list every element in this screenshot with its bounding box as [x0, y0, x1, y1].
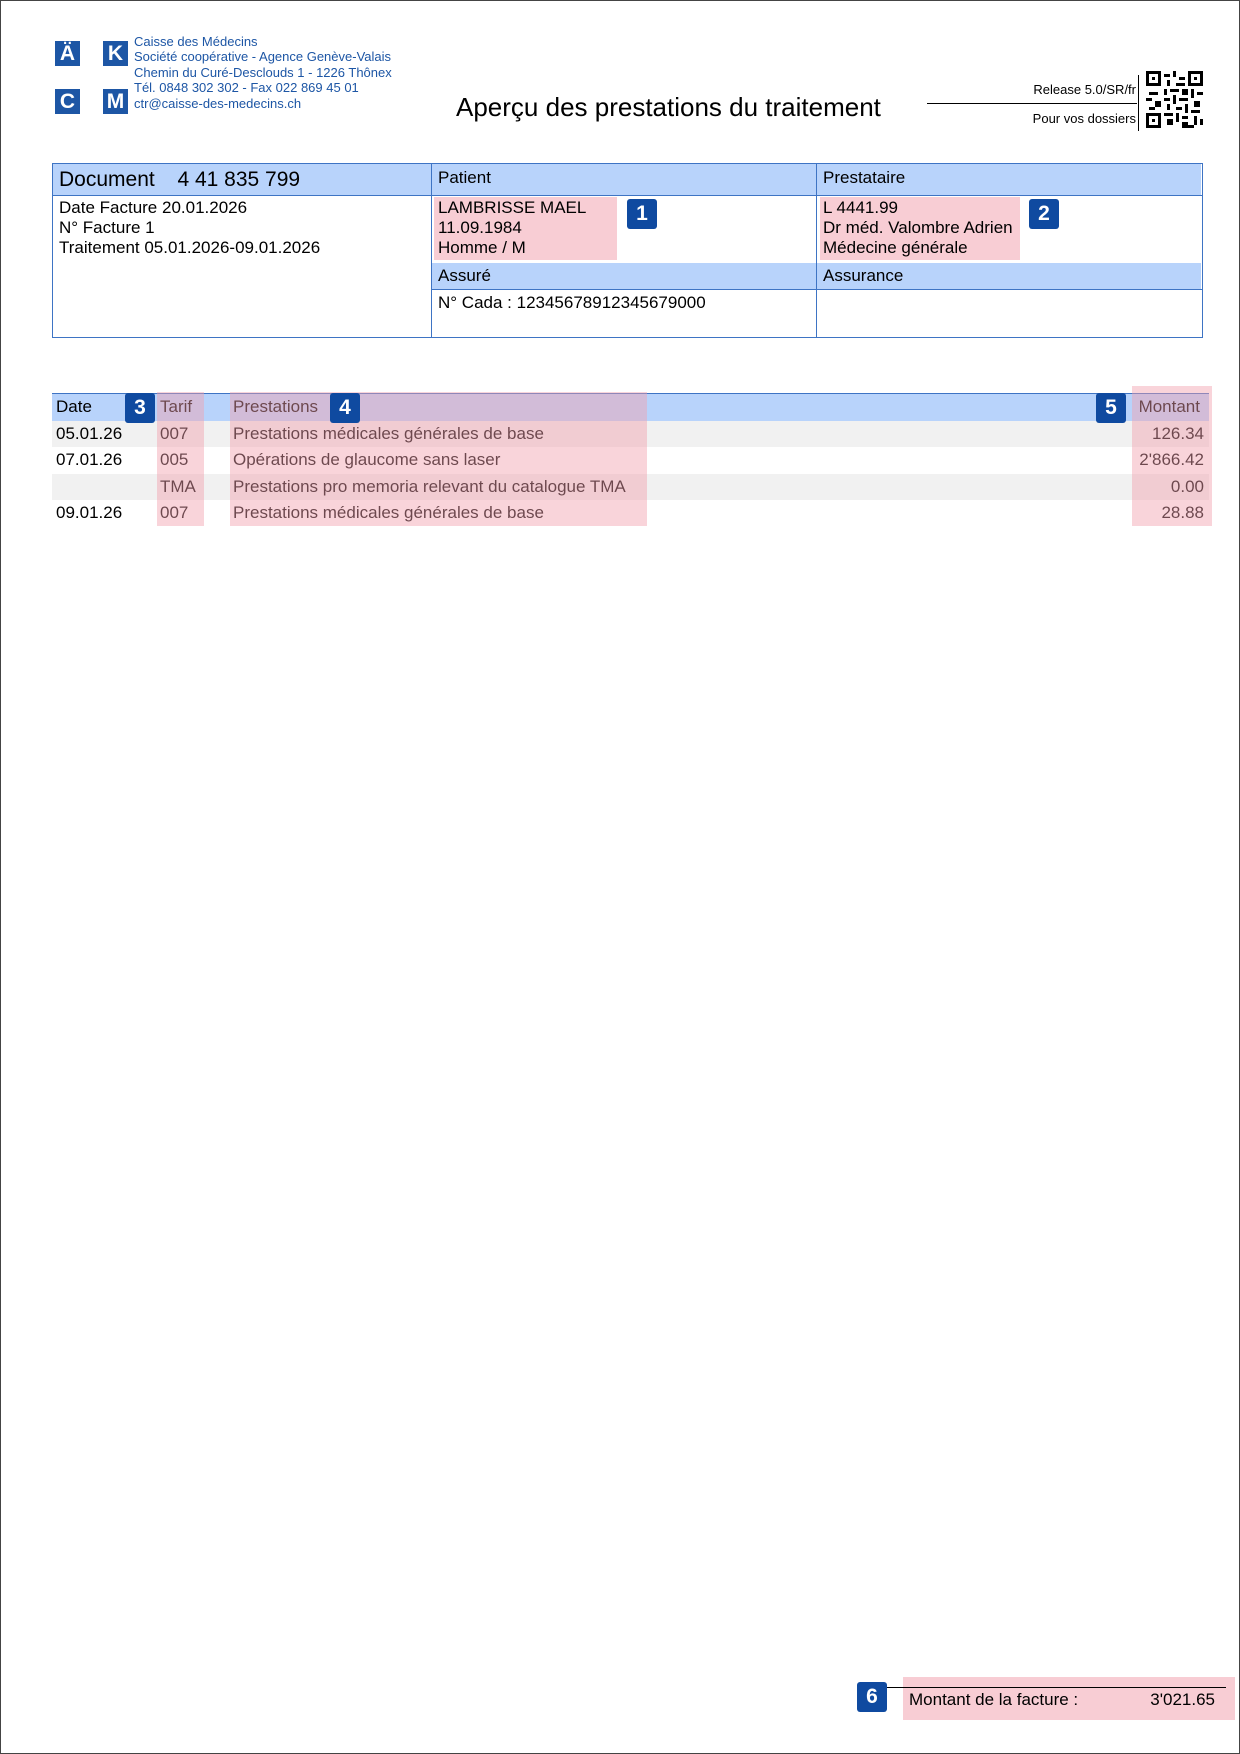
document-number: 4 41 835 799	[177, 168, 301, 191]
insured-number: N° Cada : 12345678912345679000	[438, 293, 706, 312]
invoice-number: N° Facture 1	[59, 218, 155, 237]
treatment-period: Traitement 05.01.2026-09.01.2026	[59, 238, 321, 257]
divider	[927, 103, 1137, 104]
row-montant: 2'866.42	[1139, 450, 1204, 469]
row-date: 09.01.26	[56, 503, 123, 522]
patient-name: LAMBRISSE MAEL	[438, 198, 587, 217]
badge-4: 4	[330, 393, 360, 423]
prestataire-header: Prestataire	[817, 164, 1201, 195]
divider	[816, 164, 817, 337]
document-label: Document	[59, 168, 155, 191]
tarif-column-highlight	[157, 392, 204, 526]
total-label: Montant de la facture :	[909, 1690, 1079, 1709]
patient-details	[438, 198, 586, 258]
montant-column-highlight	[1132, 386, 1212, 526]
document-header	[53, 164, 431, 195]
row-tarif: 005	[160, 450, 189, 469]
badge-5: 5	[1096, 393, 1126, 423]
assure-header: Assuré	[432, 263, 816, 290]
column-header-montant: Montant	[1138, 397, 1200, 416]
release-label: Release 5.0/SR/fr	[1033, 82, 1136, 97]
logo-letter: C	[55, 89, 80, 114]
dossiers-label: Pour vos dossiers	[1032, 111, 1136, 126]
sender-name: Caisse des Médecins	[134, 34, 258, 49]
assurance-header: Assurance	[817, 263, 1201, 290]
sender-email[interactable]: ctr@caisse-des-medecins.ch	[134, 95, 302, 111]
row-date: 07.01.26	[56, 450, 123, 469]
logo-letter: M	[103, 89, 128, 114]
row-tarif: 007	[160, 424, 189, 443]
badge-3: 3	[125, 393, 155, 423]
provider-name: Dr méd. Valombre Adrien	[823, 218, 1013, 237]
total-amount: 3'021.65	[1150, 1690, 1215, 1709]
sender-phone: Tél. 0848 302 302 - Fax 022 869 45 01	[134, 80, 359, 96]
page-title: Aperçu des prestations du traitement	[456, 92, 881, 122]
divider	[1138, 75, 1139, 131]
logo-letter: K	[103, 41, 128, 66]
prestations-column-highlight	[230, 392, 647, 526]
provider-specialty: Médecine générale	[823, 238, 968, 257]
patient-sex: Homme / M	[438, 238, 526, 257]
divider	[431, 164, 432, 337]
column-header-prestations: Prestations	[233, 397, 319, 416]
document-details	[59, 198, 320, 258]
row-tarif: 007	[160, 503, 189, 522]
badge-2: 2	[1029, 199, 1059, 229]
row-prestation: Opérations de glaucome sans laser	[233, 450, 501, 469]
row-prestation: Prestations pro memoria relevant du catalogue TMA	[233, 477, 626, 496]
sender-address: Chemin du Curé-Desclouds 1 - 1226 Thônex	[134, 64, 392, 80]
patient-header: Patient	[432, 164, 816, 195]
row-montant: 28.88	[1161, 503, 1204, 522]
divider	[431, 289, 1203, 290]
sender-contact	[134, 34, 392, 111]
patient-birthdate: 11.09.1984	[438, 218, 522, 237]
row-prestation: Prestations médicales générales de base	[233, 424, 544, 443]
column-header-date: Date	[56, 397, 92, 416]
divider	[52, 195, 1203, 196]
badge-1: 1	[627, 199, 657, 229]
logo-letter: Ä	[55, 41, 80, 66]
row-date: 05.01.26	[56, 424, 123, 443]
badge-6: 6	[857, 1682, 887, 1712]
column-header-tarif: Tarif	[160, 397, 193, 416]
qr-code-icon	[1146, 71, 1203, 128]
sender-agency: Société coopérative - Agence Genève-Valais	[134, 49, 392, 65]
row-montant: 0.00	[1170, 477, 1204, 496]
provider-id: L 4441.99	[823, 198, 898, 217]
row-tarif: TMA	[160, 477, 196, 496]
prestataire-details	[823, 198, 1013, 258]
row-montant: 126.34	[1152, 424, 1204, 443]
invoice-date: Date Facture 20.01.2026	[59, 198, 248, 217]
row-prestation: Prestations médicales générales de base	[233, 503, 544, 522]
